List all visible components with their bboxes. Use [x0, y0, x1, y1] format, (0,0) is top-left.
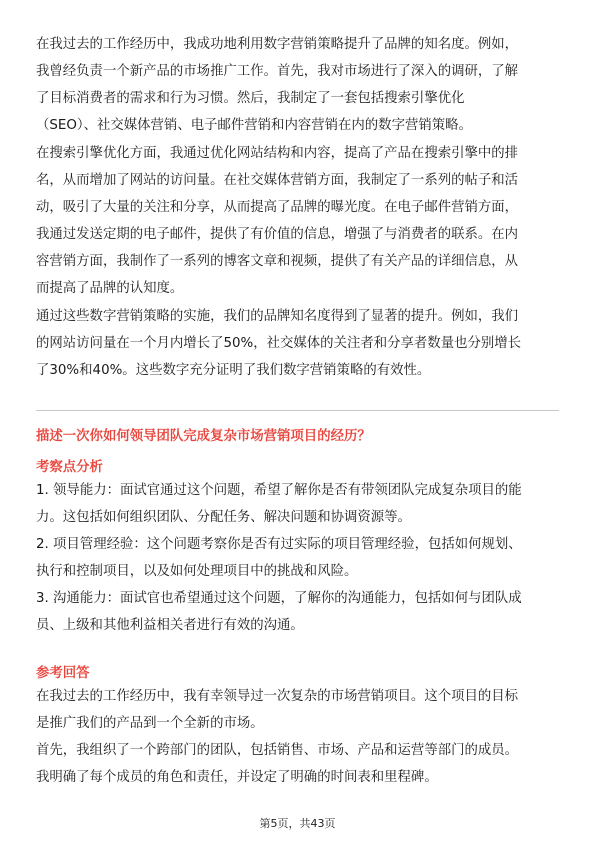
text-line: 我明确了每个成员的角色和责任，并设定了明确的时间表和里程碑。 — [36, 770, 438, 785]
text-line: （SEO）、社交媒体营销、电子邮件营销和内容营销在内的数字营销策略。 — [36, 118, 472, 133]
page-footer: 第5页，共43页 — [259, 817, 336, 830]
text-line: 1. 领导能力：面试官通过这个问题，希望了解你是否有带领团队完成复杂项目的能 — [36, 483, 522, 498]
text-line: 首先，我组织了一个跨部门的团队，包括销售、市场、产品和运营等部门的成员。 — [36, 743, 519, 758]
text-line: 力。这包括如何组织团队、分配任务、解决问题和协调资源等。 — [36, 510, 411, 525]
text-line: 通过这些数字营销策略的实施，我们的品牌知名度得到了显著的提升。例如，我们 — [36, 309, 519, 324]
text-line: 名，从而增加了网站的访问量。在社交媒体营销方面，我制定了一系列的帖子和活 — [36, 173, 519, 188]
text-line: 2. 项目管理经验：这个问题考察你是否有过实际的项目管理经验，包括如何规划、 — [36, 537, 522, 552]
answer-heading: 参考回答 — [36, 666, 90, 681]
text-line: 了目标消费者的需求和行为习惯。然后，我制定了一套包括搜索引擎优化 — [36, 91, 465, 106]
text-line: 我曾经负责一个新产品的市场推广工作。首先，我对市场进行了深入的调研，了解 — [36, 64, 519, 79]
question-title: 描述一次你如何领导团队完成复杂市场营销项目的经历？ — [36, 429, 371, 444]
text-line: 员、上级和其他利益相关者进行有效的沟通。 — [36, 618, 304, 633]
text-line: 在搜索引擎优化方面，我通过优化网站结构和内容，提高了产品在搜索引擎中的排 — [36, 146, 519, 161]
text-line: 的网站访问量在一个月内增长了50%，社交媒体的关注者和分享者数量也分别增长 — [36, 336, 522, 351]
text-line: 在我过去的工作经历中，我有幸领导过一次复杂的市场营销项目。这个项目的目标 — [36, 689, 519, 704]
text-line: 动，吸引了大量的关注和分享，从而提高了品牌的曝光度。在电子邮件营销方面， — [36, 200, 519, 215]
text-line: 而提高了品牌的认知度。 — [36, 281, 184, 296]
text-line: 在我过去的工作经历中，我成功地利用数字营销策略提升了品牌的知名度。例如， — [36, 37, 519, 52]
section-divider — [36, 410, 559, 411]
text-line: 是推广我们的产品到一个全新的市场。 — [36, 716, 264, 731]
text-line: 了30%和40%。这些数字充分证明了我们数字营销策略的有效性。 — [36, 363, 431, 378]
text-line: 我通过发送定期的电子邮件，提供了有价值的信息，增强了与消费者的联系。在内 — [36, 227, 519, 242]
text-line: 执行和控制项目，以及如何处理项目中的挑战和风险。 — [36, 564, 358, 579]
text-line: 3. 沟通能力：面试官也希望通过这个问题，了解你的沟通能力，包括如何与团队成 — [36, 591, 522, 606]
analysis-heading: 考察点分析 — [36, 460, 103, 475]
text-line: 容营销方面，我制作了一系列的博客文章和视频，提供了有关产品的详细信息，从 — [36, 254, 519, 269]
